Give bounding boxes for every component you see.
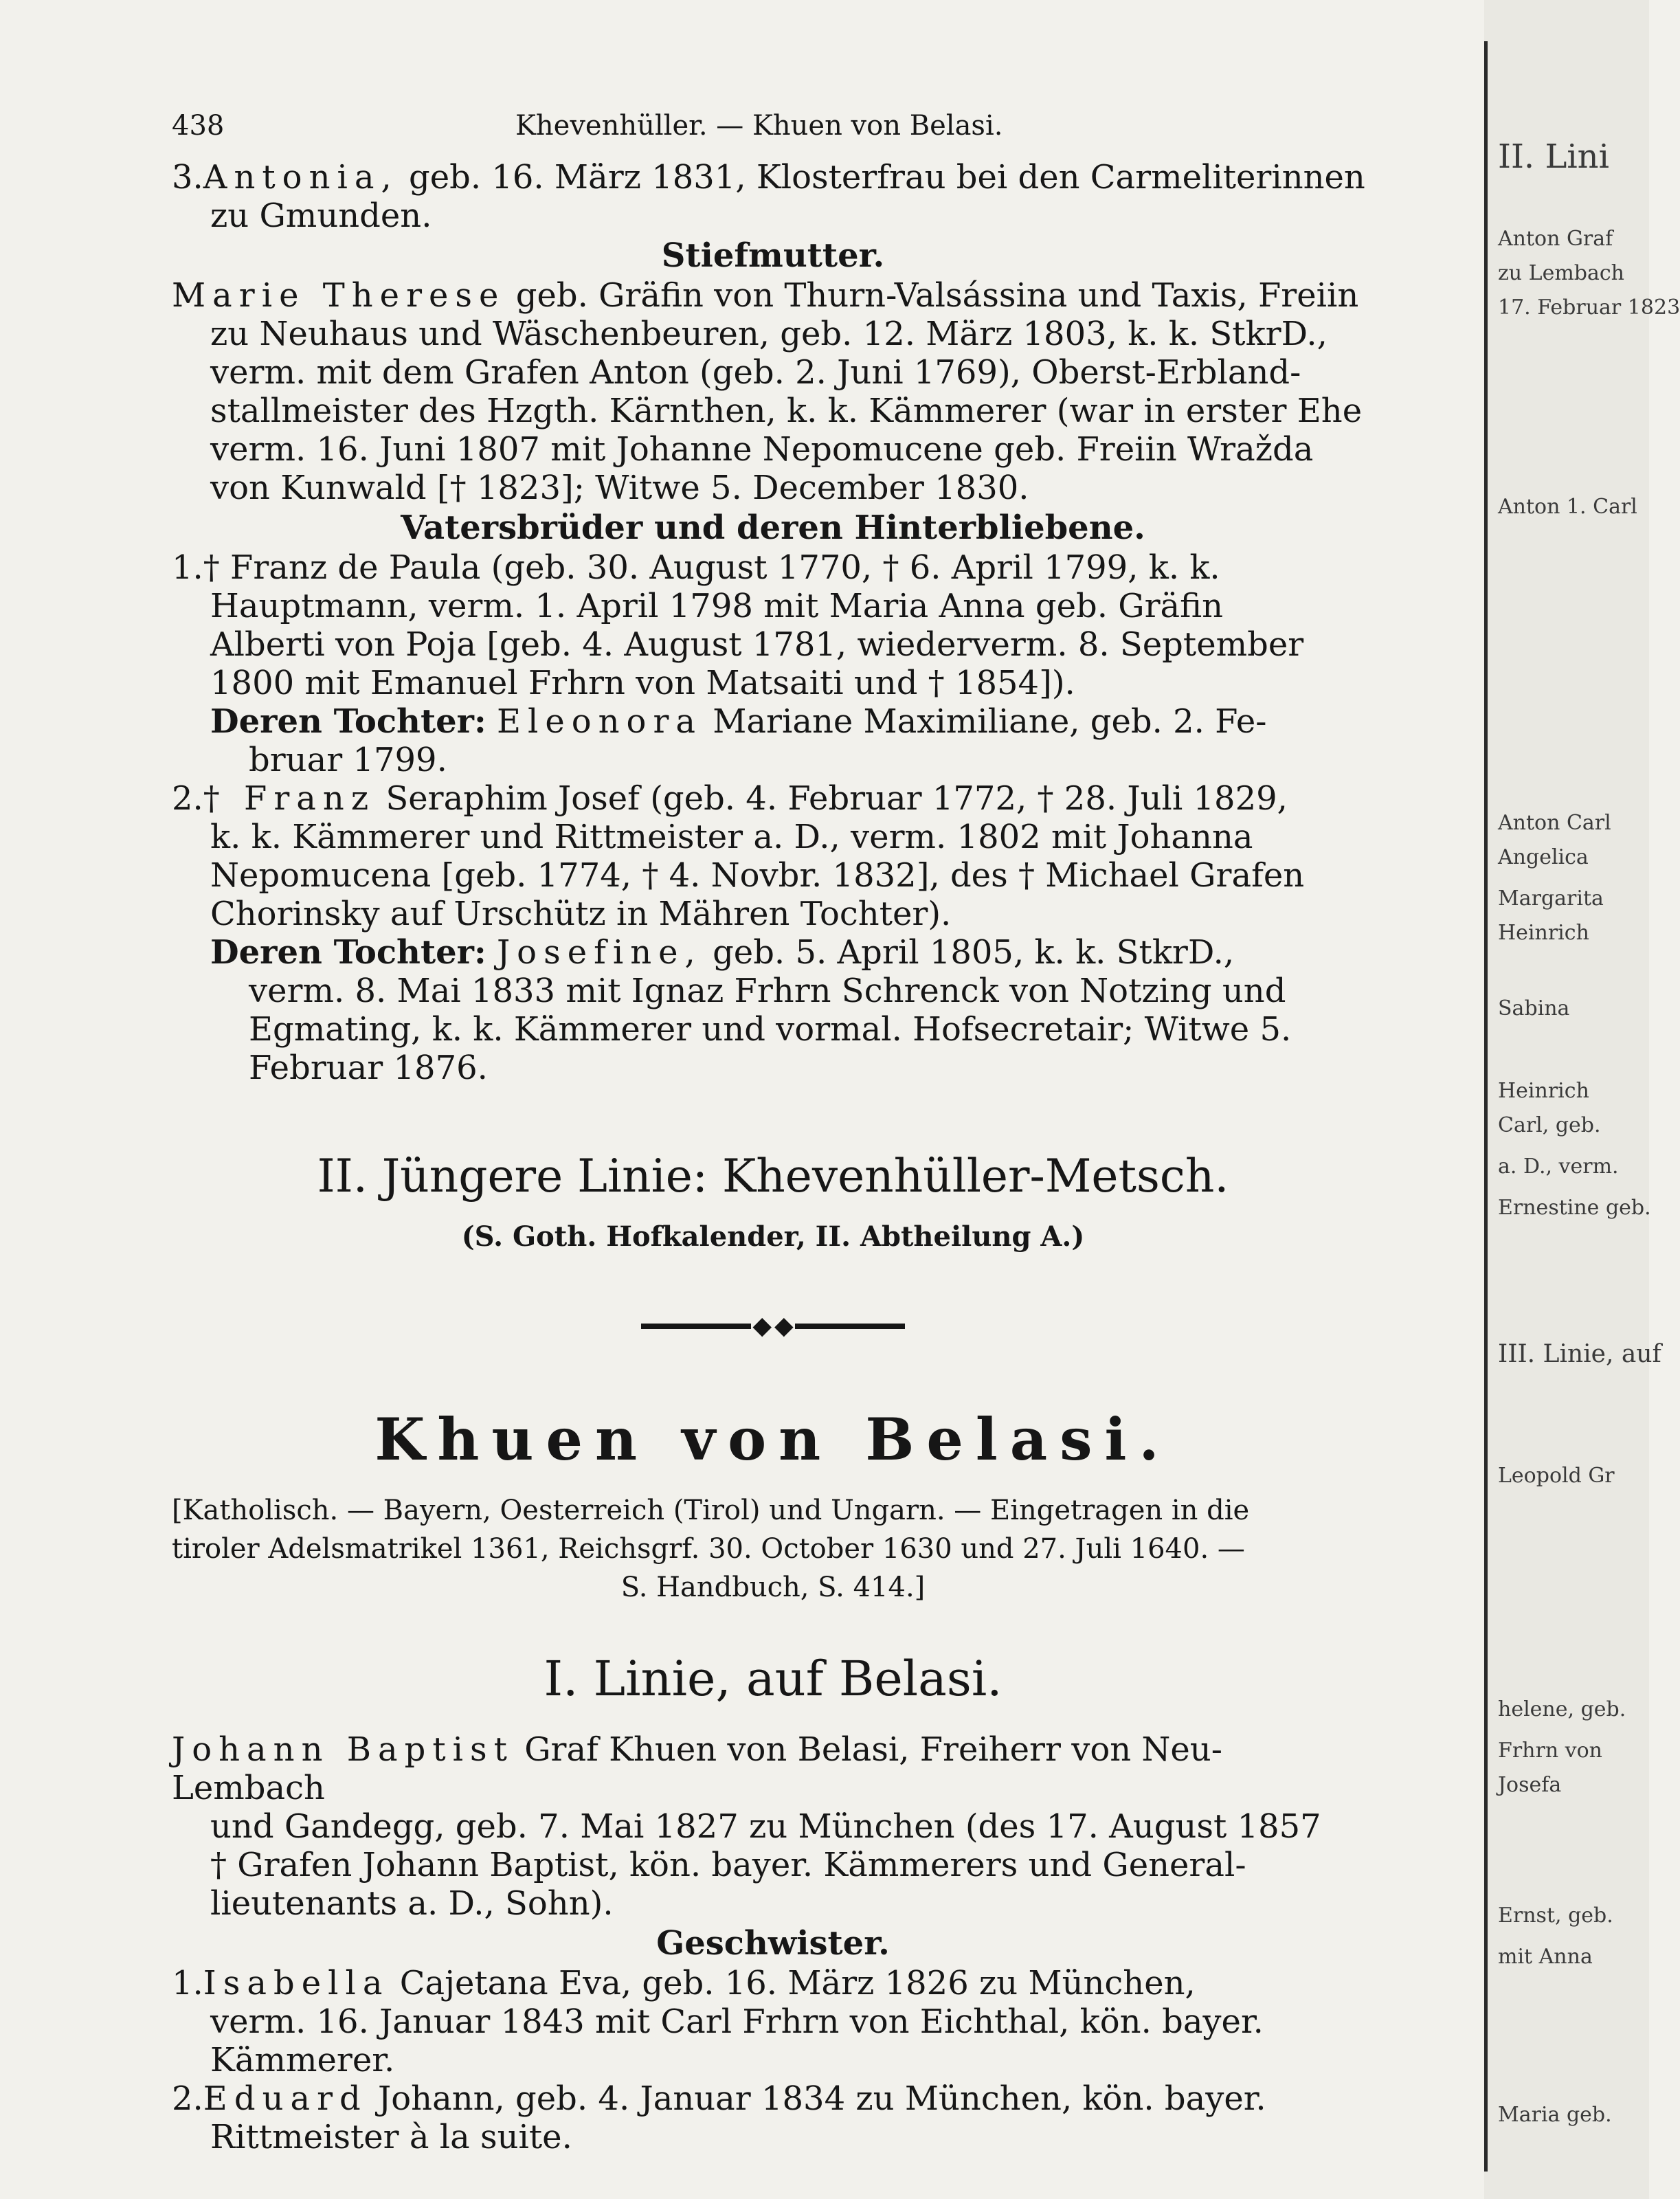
geschwister-heading: Geschwister.: [656, 1924, 890, 1963]
main-text-column: [172, 110, 1374, 2156]
adjacent-text-fragment: Angelica: [1498, 845, 1589, 869]
bracket-line: S. Handbuch, S. 414.]: [620, 1572, 926, 1603]
adjacent-text-fragment: III. Linie, auf: [1498, 1340, 1661, 1368]
entry-number: 1.: [172, 1964, 203, 2002]
entry-text: bruar 1799.: [249, 741, 447, 779]
linie-belasi-heading: I. Linie, auf Belasi.: [544, 1651, 1003, 1707]
stiefmutter-entry: [172, 276, 1374, 507]
divider-bar: [795, 1324, 905, 1329]
adjacent-text-fragment: Margarita: [1498, 886, 1604, 911]
stiefmutter-heading: Stiefmutter.: [661, 236, 885, 275]
entry-text: geb. Gräfin von Thurn-Valsássina und Taxis, Freiin: [505, 276, 1359, 315]
entry-text: Februar 1876.: [249, 1049, 488, 1087]
entry-name: Eleonora: [496, 702, 703, 741]
section-divider-ornament: [172, 1313, 1374, 1340]
entry-text: lieutenants a. D., Sohn).: [210, 1884, 614, 1923]
adjacent-text-fragment: Carl, geb.: [1498, 1113, 1601, 1137]
entry-name: † Franz de Paula: [203, 548, 481, 587]
entry-text: von Kunwald [† 1823]; Witwe 5. December 1830.: [210, 469, 1029, 507]
adjacent-text-fragment: Anton Graf: [1498, 227, 1613, 251]
adjacent-text-fragment: Josefa: [1498, 1773, 1562, 1797]
entry-text: Alberti von Poja [geb. 4. August 1781, wiederverm. 8. September: [210, 625, 1304, 664]
entry-number: 1.: [172, 548, 203, 587]
entry-text: Nepomucena [geb. 1774, † 4. Novbr. 1832], des † Michael Grafen: [210, 856, 1305, 895]
head-of-line-entry: [172, 1730, 1374, 1923]
isabella-entry: [172, 1964, 1374, 2079]
entry-number: 2.: [172, 2079, 203, 2118]
entry-text: verm. mit dem Grafen Anton (geb. 2. Juni 1769), Oberst-Erbland-: [210, 353, 1301, 392]
entry-text: verm. 16. Januar 1843 mit Carl Frhrn von Eichthal, kön. bayer.: [210, 2002, 1264, 2041]
divider-diamond-icon: ◆: [774, 1312, 794, 1340]
adjacent-text-fragment: helene, geb.: [1498, 1697, 1626, 1721]
entry-text: Chorinsky auf Urschütz in Mähren Tochter).: [210, 895, 952, 933]
entry-text: Hauptmann, verm. 1. April 1798 mit Maria Anna geb. Gräfin: [210, 587, 1224, 625]
entry-name: Johann Baptist: [172, 1730, 514, 1769]
adjacent-text-fragment: Ernestine geb.: [1498, 1196, 1651, 1220]
adjacent-text-fragment: 17. Februar 1823: [1498, 295, 1680, 320]
entry-name: Isabella: [203, 1964, 390, 2002]
divider-bar: [641, 1324, 751, 1329]
entry-text: geb. 16. März 1831, Klosterfrau bei den Carmeliterinnen: [398, 158, 1365, 197]
franz-seraphim-entry: [172, 779, 1374, 1087]
entry-text: Graf Khuen von Belasi, Freiherr von Neu-Lembach: [172, 1730, 1222, 1807]
entry-text: Mariane Maximiliane, geb. 2. Fe-: [702, 702, 1267, 741]
tochter-label: Deren Tochter:: [210, 702, 486, 741]
bracket-line: tiroler Adelsmatrikel 1361, Reichsgrf. 30. October 1630 und 27. Juli 1640. —: [172, 1533, 1245, 1565]
adjacent-text-fragment: Ernst, geb.: [1498, 1904, 1613, 1928]
entry-text: stallmeister des Hzgth. Kärnthen, k. k. Kämmerer (war in erster Ehe: [210, 392, 1363, 430]
entry-text: Egmating, k. k. Kämmerer und vormal. Hofsecretair; Witwe 5.: [249, 1010, 1292, 1049]
entry-text: Seraphim Josef (geb. 4. Februar 1772, † 28. Juli 1829,: [375, 779, 1288, 818]
entry-text: Kämmerer.: [210, 2041, 395, 2079]
vatersbrueder-heading: Vatersbrüder und deren Hinterbliebene.: [401, 509, 1145, 547]
entry-name: † Franz: [203, 779, 376, 818]
entry-name: Eduard: [203, 2079, 368, 2118]
entry-number: 2.: [172, 779, 203, 818]
antonia-entry: [172, 158, 1374, 235]
entry-name: Marie Therese: [172, 276, 506, 315]
entry-text: verm. 16. Juni 1807 mit Johanne Nepomucene geb. Freiin Wražda: [210, 430, 1314, 469]
adjacent-text-fragment: Heinrich: [1498, 1079, 1589, 1103]
adjacent-text-fragment: Sabina: [1498, 996, 1570, 1020]
bracket-line: [Katholisch. — Bayern, Oesterreich (Tirol) und Ungarn. — Eingetragen in die: [172, 1495, 1250, 1526]
adjacent-text-fragment: Frhrn von: [1498, 1739, 1603, 1763]
entry-text: und Gandegg, geb. 7. Mai 1827 zu München (des 17. August 1857: [210, 1807, 1321, 1846]
adjacent-text-fragment: Leopold Gr: [1498, 1464, 1615, 1488]
adjacent-text-fragment: Maria geb.: [1498, 2103, 1612, 2127]
entry-text: (geb. 30. August 1770, † 6. April 1799, k. k.: [480, 548, 1220, 587]
adjacent-page-edge: [1484, 0, 1680, 2199]
adjacent-text-fragment: a. D., verm.: [1498, 1154, 1619, 1179]
divider-diamond-icon: ◆: [752, 1312, 772, 1340]
running-title: Khevenhüller. — Khuen von Belasi.: [515, 110, 1003, 142]
entry-text: Johann, geb. 4. Januar 1834 zu München, kön. bayer.: [367, 2079, 1266, 2118]
family-bracket-note: [172, 1491, 1374, 1607]
entry-text: 1800 mit Emanuel Frhrn von Matsaiti und † 1854]).: [210, 664, 1075, 702]
adjacent-text-fragment: Anton Carl: [1498, 811, 1611, 835]
eduard-entry: [172, 2079, 1374, 2156]
entry-text: Rittmeister à la suite.: [210, 2118, 572, 2156]
entry-text: k. k. Kämmerer und Rittmeister a. D., verm. 1802 mit Johanna: [210, 818, 1253, 856]
entry-text: Cajetana Eva, geb. 16. März 1826 zu München,: [389, 1964, 1196, 2002]
adjacent-text-fragment: zu Lembach: [1498, 261, 1624, 285]
franz-de-paula-entry: [172, 548, 1374, 779]
adjacent-text-fragment: II. Lini: [1498, 137, 1609, 176]
entry-number: 3.: [172, 158, 203, 197]
entry-name: Antonia,: [203, 158, 399, 197]
entry-text: geb. 5. April 1805, k. k. StkrD.,: [702, 933, 1235, 972]
juengere-linie-heading: II. Jüngere Linie: Khevenhüller-Metsch.: [317, 1150, 1229, 1203]
hofkalender-reference: (S. Goth. Hofkalender, II. Abtheilung A.): [461, 1220, 1085, 1253]
adjacent-text-fragment: Heinrich: [1498, 921, 1589, 945]
entry-text: zu Neuhaus und Wäschenbeuren, geb. 12. März 1803, k. k. StkrD.,: [210, 315, 1328, 353]
entry-name: Josefine,: [496, 933, 702, 972]
page-number: 438: [172, 110, 225, 142]
family-title: Khuen von Belasi.: [374, 1405, 1172, 1473]
entry-text: zu Gmunden.: [210, 197, 432, 235]
page-header: [172, 110, 1374, 158]
adjacent-text-fragment: mit Anna: [1498, 1945, 1593, 1969]
entry-text: † Grafen Johann Baptist, kön. bayer. Kämmerers und General-: [210, 1846, 1246, 1884]
page-gutter-rule: [1484, 41, 1488, 2172]
entry-text: verm. 8. Mai 1833 mit Ignaz Frhrn Schrenck von Notzing und: [249, 972, 1286, 1010]
tochter-label: Deren Tochter:: [210, 933, 486, 972]
adjacent-text-fragment: Anton 1. Carl: [1498, 495, 1637, 519]
